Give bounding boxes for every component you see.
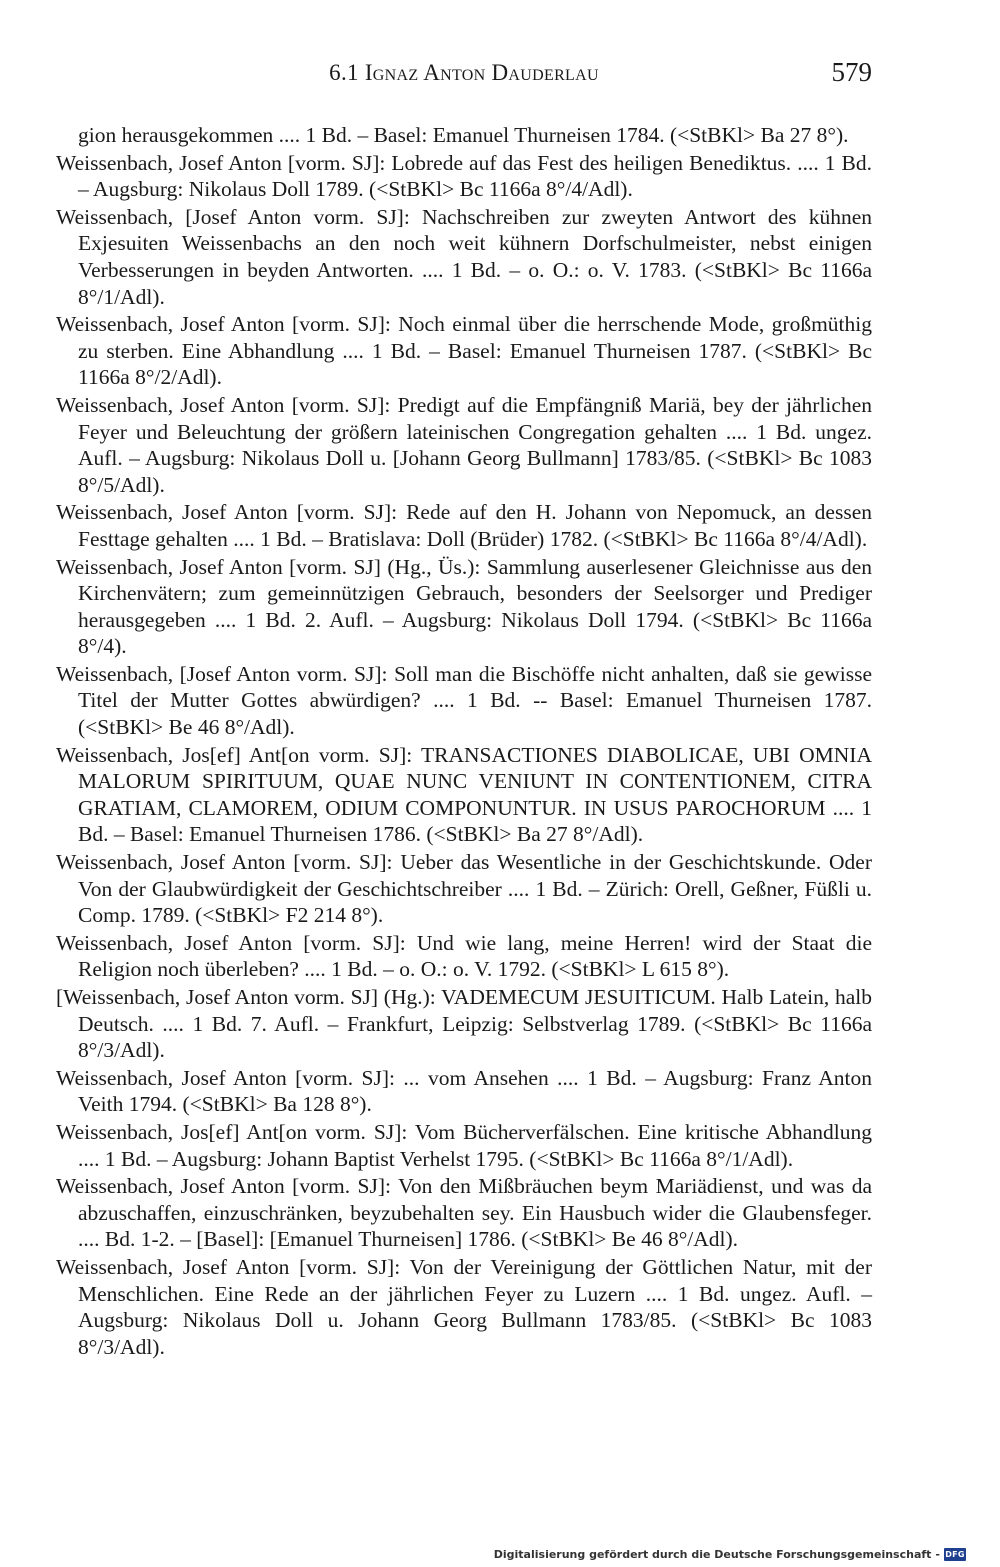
bibliography-entry: Weissenbach, Jos[ef] Ant[on vorm. SJ]: Vom Bücherverfälschen. Eine kritische Abhandlung .... 1 Bd. – Augsburg: Johann Baptist Verhelst 1795. (<StBKl> Bc 1166a 8°/1/Adl).	[56, 1119, 872, 1171]
footer-text: Digitalisierung gefördert durch die Deutsche Forschungsgemeinschaft	[493, 1548, 932, 1561]
bibliography-entry: Weissenbach, Josef Anton [vorm. SJ]: Von den Mißbräuchen beym Mariädienst, und was da abzuschaffen, einzuschränken, beyzubehalten sey. Ein Hausbuch wider die Glaubensfeger. .... Bd. 1-2. – [Basel]: [Emanuel Thurneisen] 1786. (<StBKl> Be 46 8°/Adl).	[56, 1174, 872, 1252]
bibliography-entry: Weissenbach, Josef Anton [vorm. SJ]: ... vom Ansehen .... 1 Bd. – Augsburg: Franz Anton Veith 1794. (<StBKl> Ba 128 8°).	[56, 1065, 872, 1117]
page-number: 579	[831, 57, 872, 87]
running-title: 6.1 Ignaz Anton Dauderlau	[329, 60, 599, 85]
bibliography-entry: Weissenbach, Jos[ef] Ant[on vorm. SJ]: TRANSACTIONES DIABOLICAE, UBI OMNIA MALORUM SPIRITUUM, QUAE NUNC VENIUNT IN CONTENTIONEM, CITRA GRATIAM, CLAMOREM, ODIUM COMPONUNTUR. IN USUS PAROCHORUM .... 1 Bd. – Basel: Emanuel Thurneisen 1786. (<StBKl> Ba 27 8°/Adl).	[56, 742, 872, 847]
bibliography-entry: Weissenbach, Josef Anton [vorm. SJ]: Lobrede auf das Fest des heiligen Benediktus. .... 1 Bd. – Augsburg: Nikolaus Doll 1789. (<StBKl> Bc 1166a 8°/4/Adl).	[56, 150, 872, 202]
bibliography-entry: [Weissenbach, Josef Anton vorm. SJ] (Hg.): VADEMECUM JESUITICUM. Halb Latein, halb Deutsch. .... 1 Bd. 7. Aufl. – Frankfurt, Leipzig: Selbstverlag 1789. (<StBKl> Bc 1166a 8°/3/Adl).	[56, 985, 872, 1063]
bibliography-entry: Weissenbach, [Josef Anton vorm. SJ]: Soll man die Bischöffe nicht anhalten, daß sie gewisse Titel der Mutter Gottes abwürdigen? .... 1 Bd. -- Basel: Emanuel Thurneisen 1787. (<StBKl> Be 46 8°/Adl).	[56, 661, 872, 740]
digitization-footer	[494, 1548, 966, 1561]
bibliography-list	[56, 122, 872, 1361]
bibliography-entry: gion herausgekommen .... 1 Bd. – Basel: Emanuel Thurneisen 1784. (<StBKl> Ba 27 8°).	[78, 123, 849, 147]
bibliography-entry: Weissenbach, Josef Anton [vorm. SJ]: Und wie lang, meine Herren! wird der Staat die Religion noch überleben? .... 1 Bd. – o. O.: o. V. 1792. (<StBKl> L 615 8°).	[56, 930, 872, 982]
bibliography-entry: Weissenbach, Josef Anton [vorm. SJ]: Von der Vereinigung der Göttlichen Natur, mit der Menschlichen. Eine Rede an der jährlichen Feyer zu Luzern .... 1 Bd. ungez. Aufl. – Augsburg: Nikolaus Doll u. Johann Georg Bullmann 1783/85. (<StBKl> Bc 1083 8°/3/Adl).	[56, 1254, 872, 1359]
bibliography-entry: Weissenbach, Josef Anton [vorm. SJ]: Ueber das Wesentliche in der Geschichtskunde. Oder Von der Glaubwürdigkeit der Geschichtschreiber .... 1 Bd. – Zürich: Orell, Geßner, Füßli u. Comp. 1789. (<StBKl> F2 214 8°).	[56, 850, 872, 928]
bibliography-entry: Weissenbach, Josef Anton [vorm. SJ] (Hg., Üs.): Sammlung auserlesener Gleichnisse aus den Kirchenvätern; zum gemeinnützigen Gebrauch, besonders der Seelsorger und Prediger herausgegeben .... 1 Bd. 2. Aufl. – Augsburg: Nikolaus Doll 1794. (<StBKl> Bc 1166a 8°/4).	[56, 554, 872, 659]
running-head	[56, 57, 872, 96]
dfg-logo-icon: DFG	[945, 1550, 965, 1559]
bibliography-entry: Weissenbach, Josef Anton [vorm. SJ]: Predigt auf die Empfängniß Mariä, bey der jährlichen Feyer und Beleuchtung der größern lateinischen Congregation gehalten .... 1 Bd. ungez. Aufl. – Augsburg: Nikolaus Doll u. [Johann Georg Bullmann] 1783/85. (<StBKl> Bc 1083 8°/5/Adl).	[56, 392, 872, 497]
bibliography-entry: Weissenbach, Josef Anton [vorm. SJ]: Rede auf den H. Johann von Nepomuck, an dessen Festtage gehalten .... 1 Bd. – Bratislava: Doll (Brüder) 1782. (<StBKl> Bc 1166a 8°/4/Adl).	[56, 500, 872, 551]
bibliography-entry: Weissenbach, [Josef Anton vorm. SJ]: Nachschreiben zur zweyten Antwort des kühnen Exjesuiten Weissenbachs an den noch weit kühnern Dorfschulmeister, nebst einigen Verbesserungen in beyden Antworten. .... 1 Bd. – o. O.: o. V. 1783. (<StBKl> Bc 1166a 8°/1/Adl).	[56, 204, 872, 309]
bibliography-entry: Weissenbach, Josef Anton [vorm. SJ]: Noch einmal über die herrschende Mode, großmüthig zu sterben. Eine Abhandlung .... 1 Bd. – Basel: Emanuel Thurneisen 1787. (<StBKl> Bc 1166a 8°/2/Adl).	[56, 312, 872, 390]
footer-separator: -	[935, 1548, 940, 1561]
